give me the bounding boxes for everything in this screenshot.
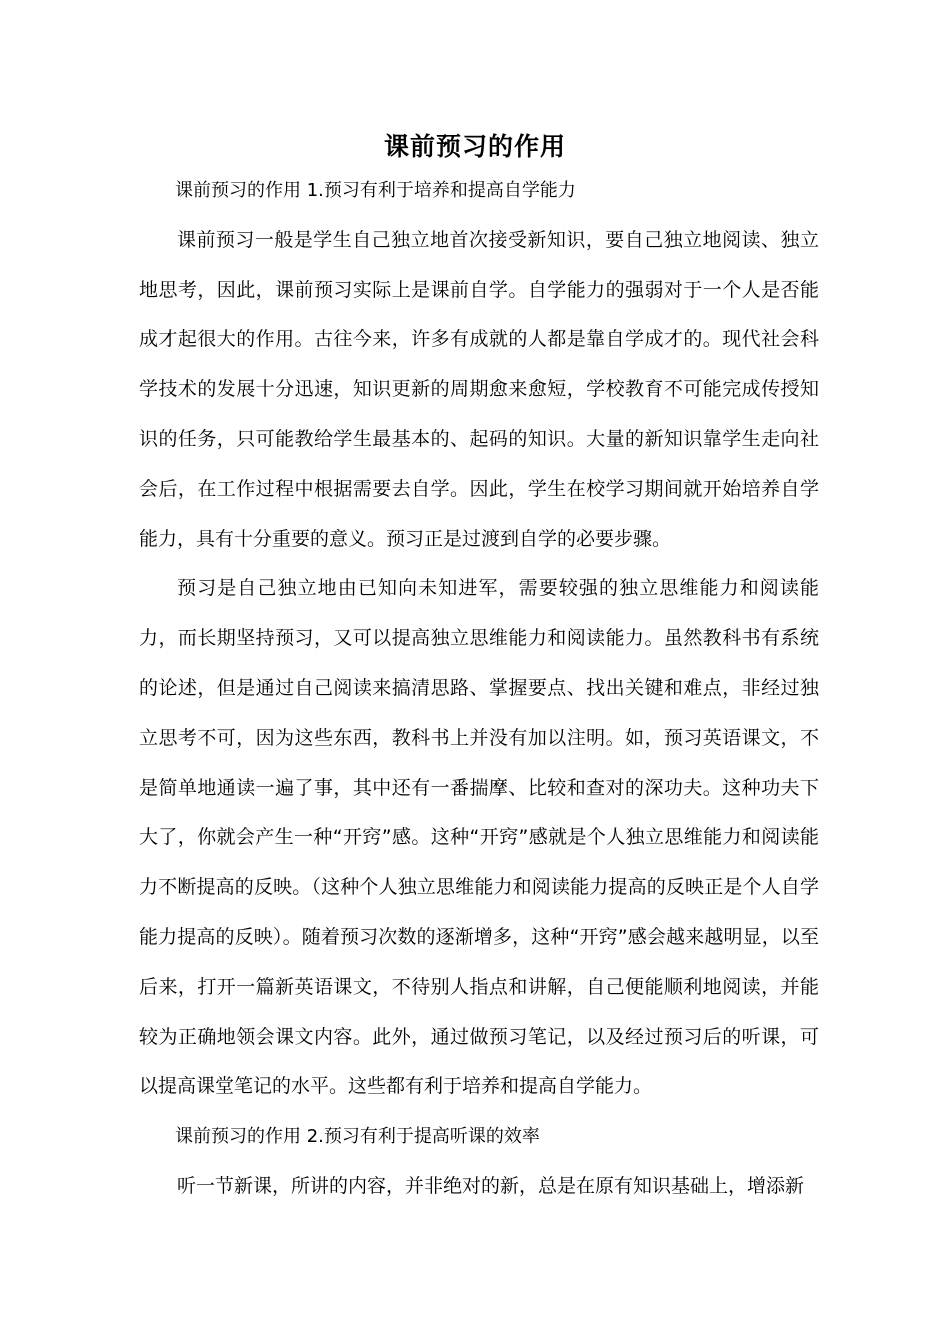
- body-paragraph-1: 课前预习一般是学生自己独立地首次接受新知识，要自己独立地阅读、独立地思考，因此，课前预习实际上是课前自学。自学能力的强弱对于一个人是否能成才起很大的作用。古往今来，许多有成就的人都是靠自学成才的。现代社会科学技术的发展十分迅速，知识更新的周期愈来愈短，学校教育不可能完成传授知识的任务，只可能教给学生最基本的、起码的知识。大量的新知识靠学生走向社会后，在工作过程中根据需要去自学。因此，学生在校学习期间就开始培养自学能力，具有十分重要的意义。预习正是过渡到自学的必要步骤。: [139, 228, 819, 550]
- document-title: 课前预习的作用: [383, 131, 566, 161]
- document-body: [139, 166, 819, 1212]
- section-heading-2: 课前预习的作用 2.预习有利于提高听课的效率: [175, 1126, 540, 1148]
- body-paragraph-2: 预习是自己独立地由已知向未知进军，需要较强的独立思维能力和阅读能力，而长期坚持预习，又可以提高独立思维能力和阅读能力。虽然教科书有系统的论述，但是通过自己阅读来搞清思路、掌握要点、找出关键和难点，非经过独立思考不可，因为这些东西，教科书上并没有加以注明。如，预习英语课文，不是简单地通读一遍了事，其中还有一番揣摩、比较和查对的深功夫。这种功夫下大了，你就会产生一种“开窍”感。这种“开窍”感就是个人独立思维能力和阅读能力不断提高的反映。（这种个人独立思维能力和阅读能力提高的反映正是个人自学能力提高的反映）。随着预习次数的逐渐增多，这种“开窍”感会越来越明显，以至后来，打开一篇新英语课文，不待别人指点和讲解，自己便能顺利地阅读，并能较为正确地领会课文内容。此外，通过做预习笔记，以及经过预习后的听课，可以提高课堂笔记的水平。这些都有利于培养和提高自学能力。: [139, 577, 819, 1098]
- section-heading-1: 课前预习的作用 1.预习有利于培养和提高自学能力: [175, 180, 576, 201]
- body-paragraph-3: 听一节新课，所讲的内容，并非绝对的新，总是在原有知识基础上，增添新: [177, 1174, 805, 1197]
